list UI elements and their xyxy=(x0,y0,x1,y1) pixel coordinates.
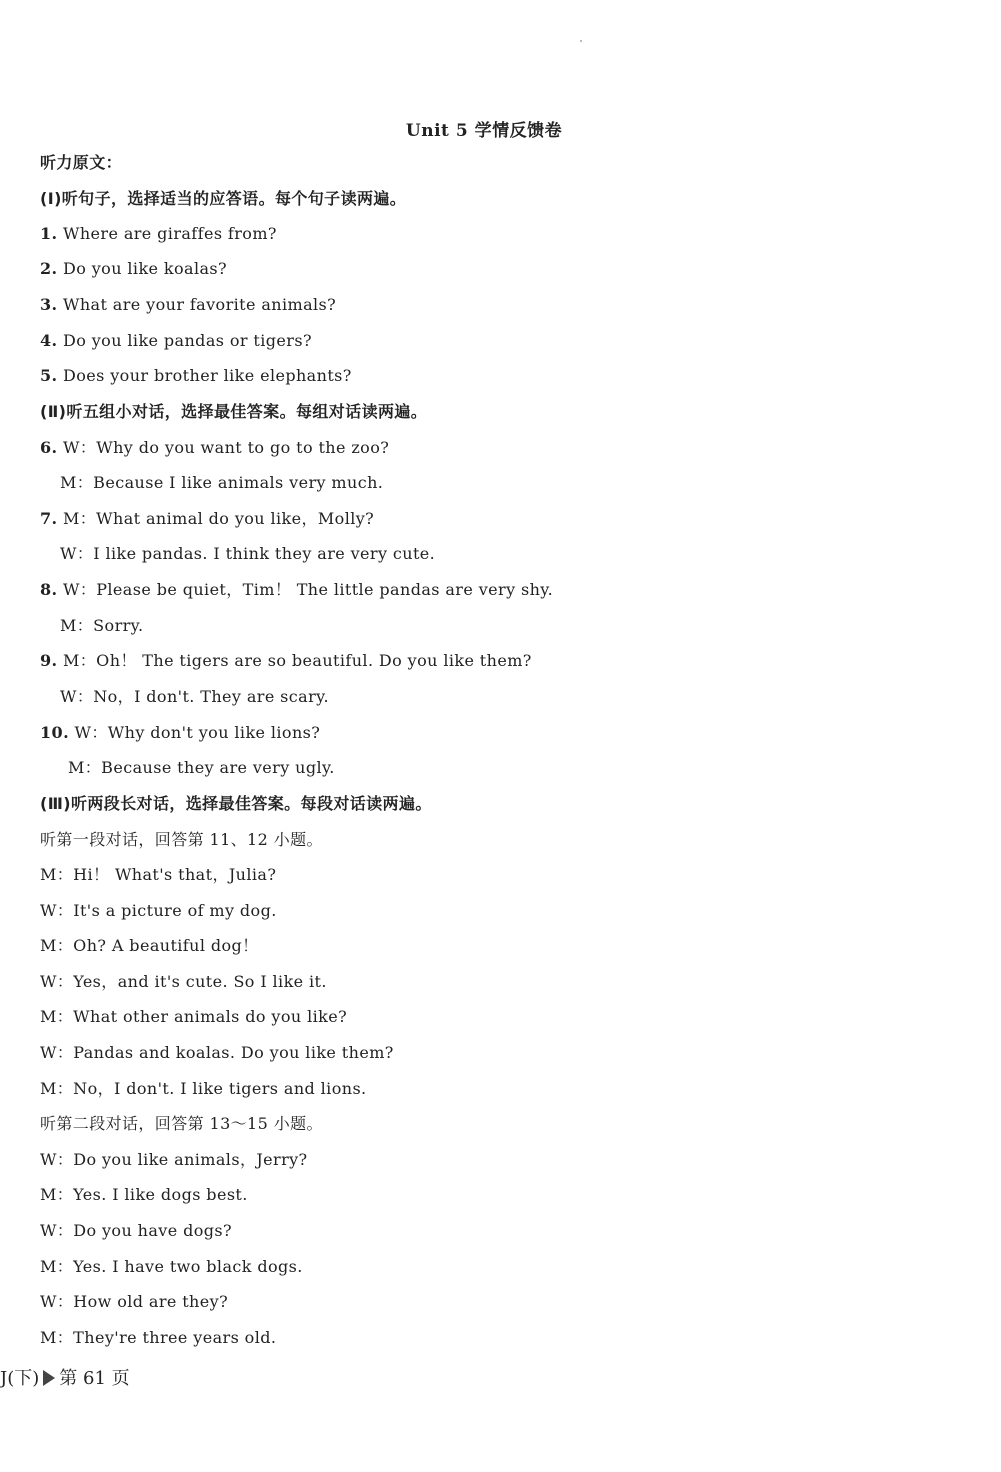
section2-answer: W：I like pandas. I think they are very cute. xyxy=(60,544,436,563)
intro-label: 听力原文： xyxy=(40,153,123,172)
footer-edition: J(下) xyxy=(0,1368,40,1389)
dialogue-line: M：Oh? A beautiful dog！ xyxy=(40,936,259,955)
item-number: 1. xyxy=(40,224,58,243)
play-arrow-icon xyxy=(43,1370,55,1386)
item-text: M：Oh！ The tigers are so beautiful. Do you like them? xyxy=(57,651,532,670)
page-title: Unit 5 学情反馈卷 xyxy=(405,121,563,141)
dialogue-line: M：Yes. I like dogs best. xyxy=(40,1185,248,1204)
item-number: 4. xyxy=(40,331,58,350)
scan-speck xyxy=(580,40,582,42)
section1-item xyxy=(40,365,352,387)
item-number: 3. xyxy=(40,295,58,314)
item-number: 5. xyxy=(40,366,58,385)
section1-item xyxy=(40,258,227,280)
item-text: Where are giraffes from? xyxy=(57,224,277,243)
dialogue-line: W：Do you have dogs? xyxy=(40,1221,232,1240)
item-number: 8. xyxy=(40,580,58,599)
dialogue-line: W：It's a picture of my dog. xyxy=(40,901,277,920)
section1-heading: (Ⅰ)听句子，选择适当的应答语。每个句子读两遍。 xyxy=(40,189,407,208)
section2-question xyxy=(40,579,553,601)
item-number: 10. xyxy=(40,723,70,742)
item-text: W：Please be quiet，Tim！ The little pandas are very shy. xyxy=(57,580,554,599)
item-text: M：What animal do you like，Molly? xyxy=(57,509,375,528)
dialogue-line: W：How old are they? xyxy=(40,1292,229,1311)
dialogue-line: W：Yes，and it's cute. So I like it. xyxy=(40,972,327,991)
item-text: W：Why don't you like lions? xyxy=(69,723,321,742)
dialogue-line: W：Do you like animals，Jerry? xyxy=(40,1150,308,1169)
item-text: Do you like koalas? xyxy=(57,259,228,278)
page-footer xyxy=(0,1364,130,1390)
section2-answer: M：Because I like animals very much. xyxy=(60,473,384,492)
dialogue-line: W：Pandas and koalas. Do you like them? xyxy=(40,1043,394,1062)
dialogue-line: M：Hi！ What's that，Julia? xyxy=(40,865,277,884)
section3-heading: (Ⅲ)听两段长对话，选择最佳答案。每段对话读两遍。 xyxy=(40,794,432,813)
section2-answer: M：Sorry. xyxy=(60,616,144,635)
section2-question xyxy=(40,650,532,672)
item-text: Do you like pandas or tigers? xyxy=(57,331,312,350)
dialogue-line: M：What other animals do you like? xyxy=(40,1007,348,1026)
item-number: 6. xyxy=(40,438,58,457)
page-number: 第 61 页 xyxy=(59,1368,130,1389)
dialogue-line: M：Yes. I have two black dogs. xyxy=(40,1257,303,1276)
section2-question xyxy=(40,437,389,459)
item-text: What are your favorite animals? xyxy=(57,295,337,314)
item-text: Does your brother like elephants? xyxy=(57,366,352,385)
item-number: 9. xyxy=(40,651,58,670)
dialogue-line: M：They're three years old. xyxy=(40,1328,277,1347)
item-number: 2. xyxy=(40,259,58,278)
section2-question xyxy=(40,722,320,744)
section2-answer: W：No，I don't. They are scary. xyxy=(60,687,329,706)
dialogue-line: M：No，I don't. I like tigers and lions. xyxy=(40,1079,367,1098)
dialogue2-intro: 听第二段对话，回答第 13～15 小题。 xyxy=(40,1114,323,1133)
item-number: 7. xyxy=(40,509,58,528)
item-text: W：Why do you want to go to the zoo? xyxy=(57,438,390,457)
section1-item xyxy=(40,294,336,316)
section2-answer: M：Because they are very ugly. xyxy=(68,758,335,777)
section2-heading: (Ⅱ)听五组小对话，选择最佳答案。每组对话读两遍。 xyxy=(40,402,428,421)
dialogue1-intro: 听第一段对话，回答第 11、12 小题。 xyxy=(40,830,323,849)
section1-item xyxy=(40,223,277,245)
section2-question xyxy=(40,508,374,530)
section1-item xyxy=(40,330,312,352)
